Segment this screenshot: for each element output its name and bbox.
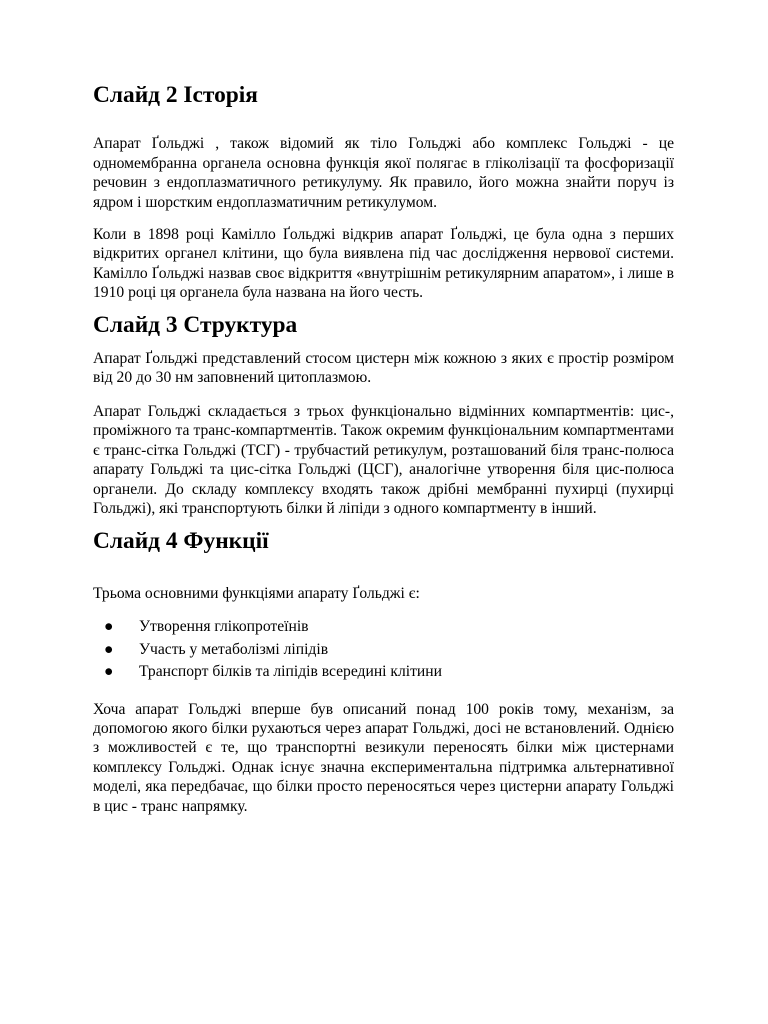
section-heading-structure: Слайд 3 Структура [93, 311, 298, 338]
history-paragraph-2: Коли в 1898 році Камілло Ґольджі відкрив апарат Ґольджі, це була одна з перших відкритих органел клітини, що була виявлена під час дослідження нервової системи. Камілло Ґольджі назвав своє відкриття «внутрішнім ретикулярним апаратом», і лише в 1910 році ця органела була названа на його честь. [93, 226, 674, 302]
list-item [93, 639, 674, 662]
section-heading-history: Слайд 2 Історія [93, 82, 258, 108]
functions-bullet-list [93, 616, 674, 684]
functions-intro: Трьома основними функціями апарату Ґольджі є: [93, 584, 420, 602]
structure-paragraph-1: Апарат Ґольджі представлений стосом цистерн між кожною з яких є простір розміром від 20 до 30 нм заповнений цитоплазмою. [93, 350, 674, 387]
bullet-icon: ● [104, 618, 114, 636]
section-heading-functions: Слайд 4 Функції [93, 528, 269, 555]
list-item [93, 616, 674, 639]
structure-paragraph-2: Апарат Гольджі складається з трьох функціонально відмінних компартментів: цис-, проміжного та транс-компартментів. Також окремим функціональним компартментами є транс-сітка Гольджі (ТСГ) - трубчастий ретикулум, розташований біля транс-полюса апарату Гольджі та цис-сітка Гольджі (ЦСГ), аналогічне утворення біля цис-полюса органели. До складу комплексу входять також дрібні мембранні пухирці (пухирці Гольджі), які транспортують білки й ліпіди з одного компартменту в інший. [93, 402, 674, 517]
functions-closing-paragraph: Хоча апарат Гольджі вперше був описаний понад 100 років тому, механізм, за допомогою якого білки рухаються через апарат Гольджі, досі не встановлений. Однією з можливостей є те, що транспортні везикули переносять білки між цистернами комплексу Гольджі. Однак існує значна експериментальна підтримка альтернативної моделі, яка передбачає, що білки просто переносяться через цистерни апарату Гольджі в цис - транс напрямку. [93, 700, 674, 815]
bullet-text: Транспорт білків та ліпідів всередині клітини [139, 663, 442, 681]
list-item [93, 661, 674, 684]
bullet-text: Участь у метаболізмі ліпідів [139, 640, 329, 658]
document-page [93, 82, 674, 816]
bullet-icon: ● [104, 640, 114, 658]
bullet-text: Утворення глікопротеїнів [139, 618, 309, 636]
bullet-icon: ● [104, 663, 114, 681]
history-paragraph-1: Апарат Ґольджі , також відомий як тіло Гольджі або комплекс Гольджі - це одномембранна органела основна функція якої полягає в гліколізації та фосфоризації речовин з ендоплазматичного ретикулуму. Як правило, його можна знайти поруч із ядром і шорстким ендоплазматичним ретикулумом. [93, 135, 674, 211]
